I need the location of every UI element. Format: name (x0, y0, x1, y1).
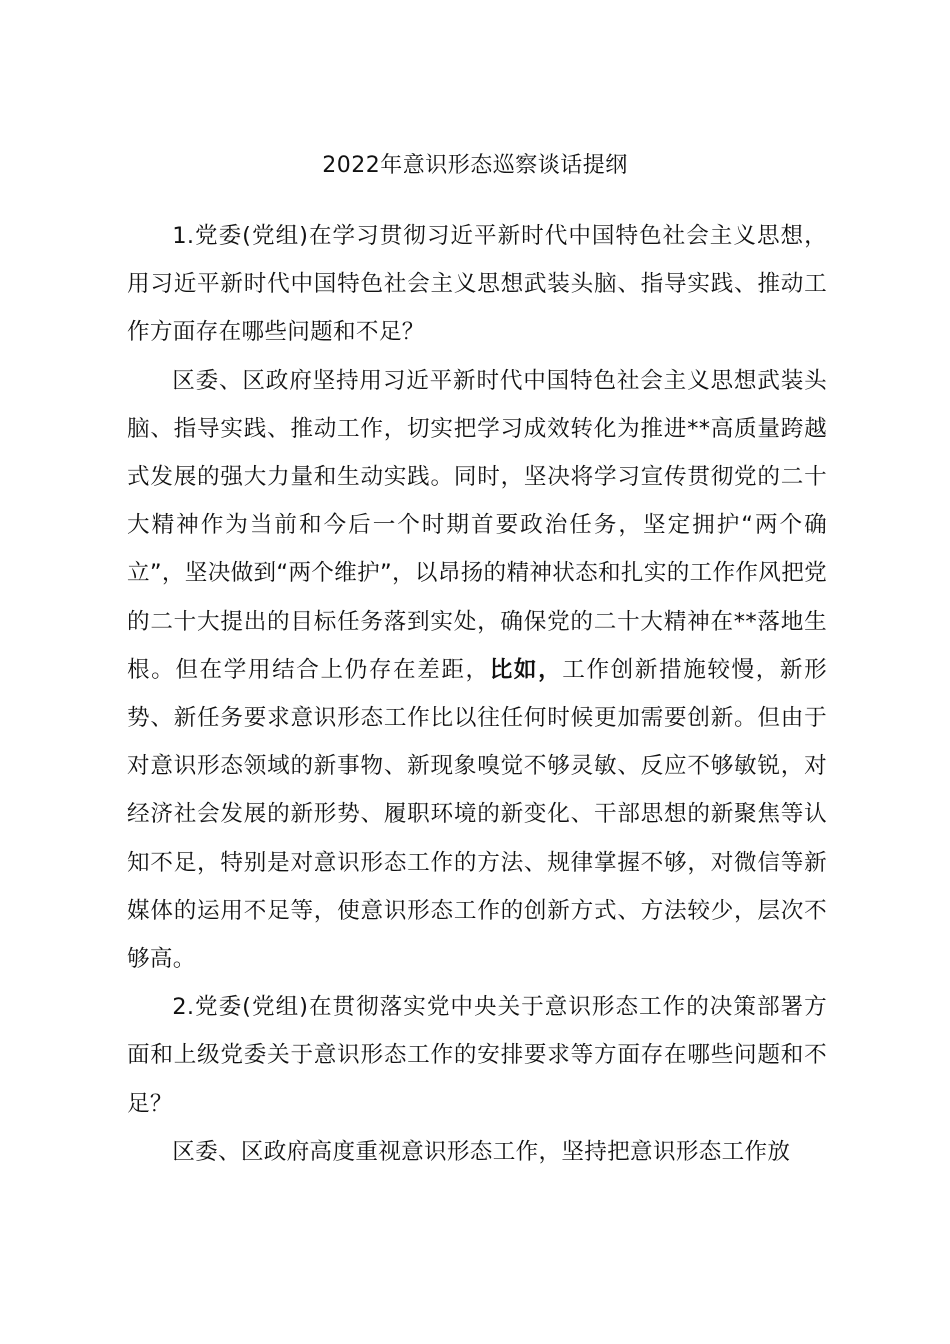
paragraph-question-1: 1.党委(党组)在学习贯彻习近平新时代中国特色社会主义思想，用习近平新时代中国特色社会主义思想武装头脑、指导实践、推动工作方面存在哪些问题和不足？ (127, 223, 827, 346)
paragraph-answer-1 (127, 357, 827, 984)
document-body (127, 212, 827, 1176)
paragraph-question-2: 2.党委(党组)在贯彻落实党中央关于意识形态工作的决策部署方面和上级党委关于意识形态工作的安排要求等方面存在哪些问题和不足？ (127, 994, 827, 1117)
answer-1-bold-phrase: 比如， (489, 656, 563, 683)
answer-1-text-after: 工作创新措施较慢，新形势、新任务要求意识形态工作比以往任何时候更加需要创新。但由于对意识形态领域的新事物、新现象嗅觉不够灵敏、反应不够敏锐，对经济社会发展的新形势、履职环境的新变化、干部思想的新聚焦等认知不足，特别是对意识形态工作的方法、规律掌握不够，对微信等新媒体的运用不足等，使意识形态工作的创新方式、方法较少，层次不够高。 (127, 656, 827, 973)
document-title: 2022年意识形态巡察谈话提纲 (322, 153, 628, 178)
paragraph-answer-2: 区委、区政府高度重视意识形态工作，坚持把意识形态工作放 (172, 1138, 791, 1165)
answer-1-text-before: 区委、区政府坚持用习近平新时代中国特色社会主义思想武装头脑、指导实践、推动工作，切实把学习成效转化为推进**高质量跨越式发展的强大力量和生动实践。同时，坚决将学习宣传贯彻党的二十大精神作为当前和今后一个时期首要政治任务，坚定拥护“两个确立”，坚决做到“两个维护”，以昂扬的精神状态和扎实的工作作风把党的二十大提出的目标任务落到实处，确保党的二十大精神在**落地生根。但在学用结合上仍存在差距， (127, 367, 827, 683)
